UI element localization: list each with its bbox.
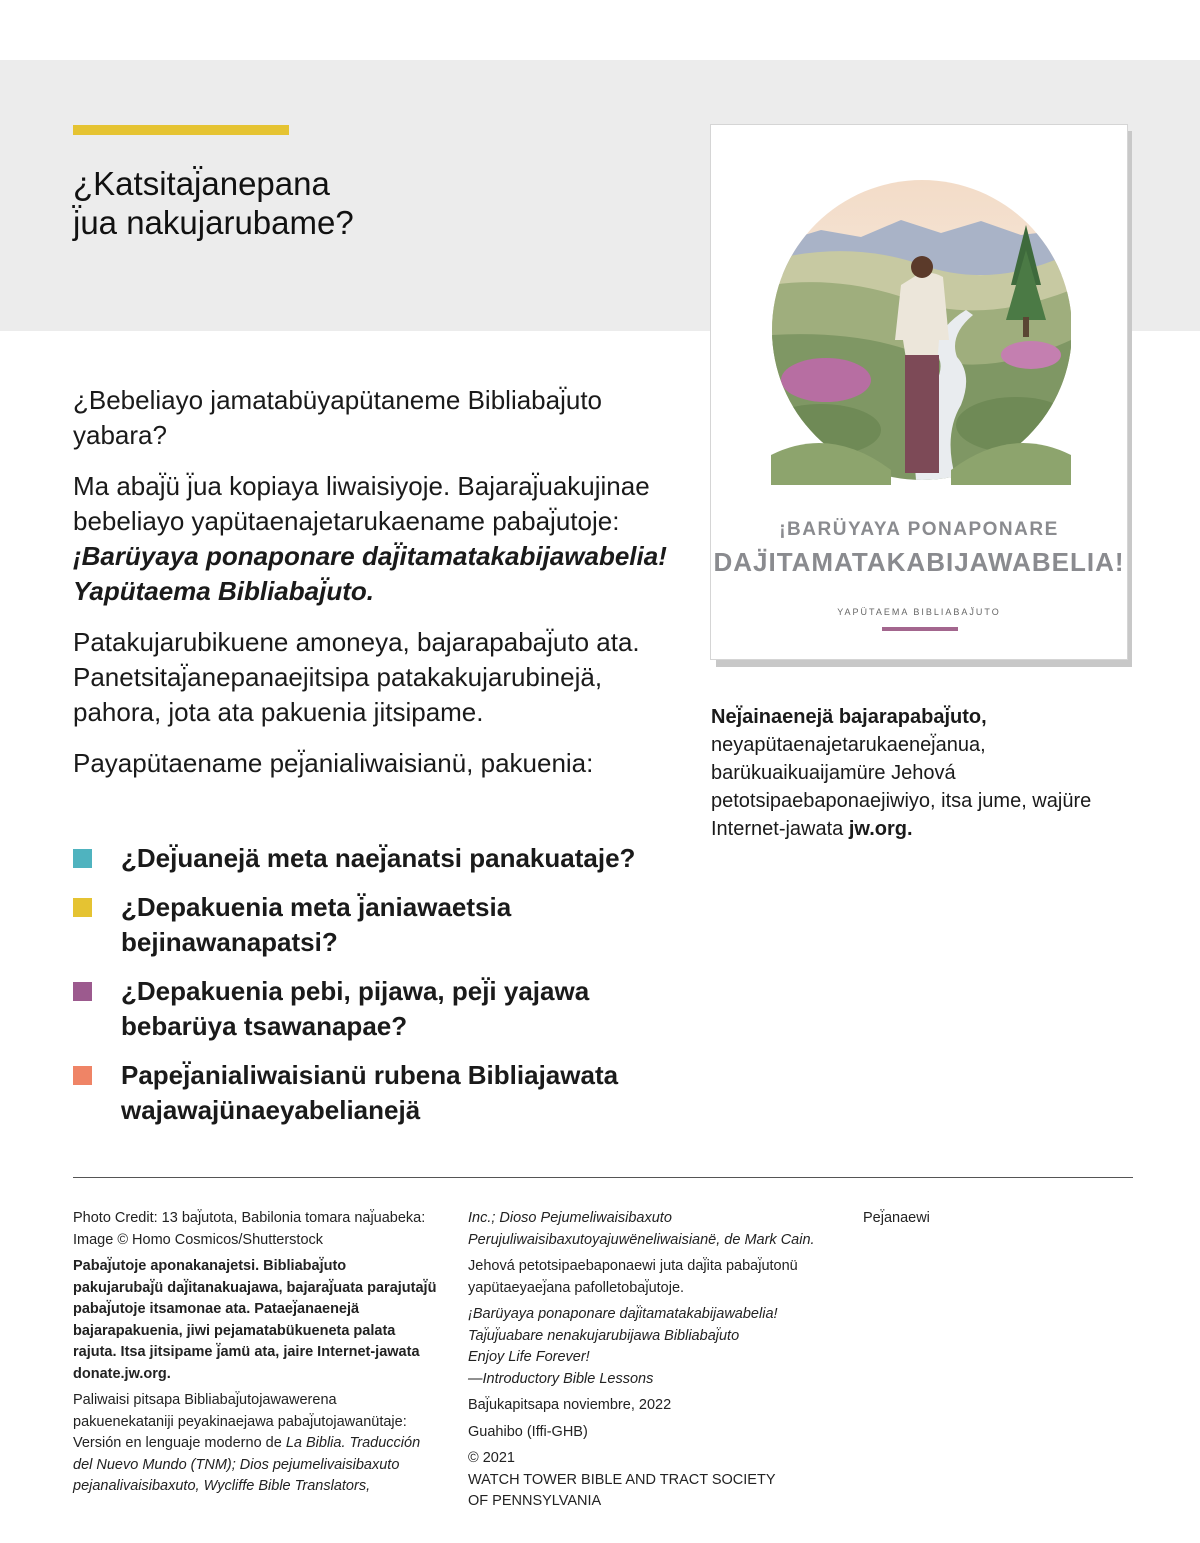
- copyright-year: © 2021: [468, 1450, 515, 1466]
- question-text: ¿Depakuenia meta j̈aniawaetsia bejinawanapatsi?: [121, 892, 512, 957]
- intro-text: [73, 383, 683, 797]
- publication-title-english: Enjoy Life Forever!: [468, 1349, 590, 1365]
- accent-bar: [73, 125, 289, 135]
- intro-paragraph-4: Payapütaename pej̈anialiwaisianü, pakuenia:: [73, 748, 594, 778]
- cover-title: DAJ̈ITAMATAKABIJAWABELIA!: [713, 547, 1125, 577]
- question-text: Papej̈anialiwaisianü rubena Bibliajawata wajawajünaeyabelianejä: [121, 1060, 619, 1125]
- square-bullet-icon: [73, 898, 92, 917]
- square-bullet-icon: [73, 1066, 92, 1085]
- intro-paragraph-2-text: Ma abaj̈ü j̈ua kopiaya liwaisiyoje. Bajaraj̈uakujinae bebeliayo yapütaenajetarukaename pabaj̈utoje:: [73, 471, 650, 536]
- question-list: [73, 841, 673, 1142]
- publication-subtitle-english: —Introductory Bible Lessons: [468, 1370, 654, 1387]
- question-item: [73, 841, 673, 876]
- brochure-title-emphasis: ¡Barüyaya ponaponare daj̈itamatakabijawabelia! Yapütaema Bibliabaj̈uto.: [73, 541, 667, 606]
- publication-title-local: ¡Barüyaya ponaponare daj̈itamatakabijawabelia! Taj̈uj̈uabare nenakujarubijawa Bibliabaj̈uto: [468, 1306, 778, 1344]
- publisher-name-2: OF PENNSYLVANIA: [468, 1493, 602, 1509]
- question-item: [73, 974, 673, 1044]
- bible-versions-intro: Paliwaisi pitsapa Bibliabaj̈utojawawerena pakuenekataniji peyakinaejawa pabaj̈utojawanütaje: Versión en lenguaje moderno de: [73, 1392, 407, 1451]
- copyright: [468, 1448, 838, 1513]
- publisher-note: Jehová petotsipaebaponaewi juta daj̈ita pabaj̈utonü yapütaeyaej̈ana pafolletobaj̈utoje.: [468, 1258, 798, 1296]
- cover-accent-line: [882, 627, 958, 631]
- question-item: [73, 890, 673, 960]
- intro-paragraph-2: [73, 469, 683, 609]
- footer-column-3: [863, 1208, 1063, 1235]
- title-line-2: j̈ua nakujarubame?: [73, 204, 354, 241]
- bible-versions-continued: Inc.; Dioso Pejumeliwaisibaxuto Perujuliwaisibaxutoyajuwëneliwaisianë, de Mark Cain.: [468, 1210, 815, 1248]
- cover-subtitle: ¡BARÜYAYA PONAPONARE: [779, 519, 1059, 540]
- footer-column-1: [73, 1208, 438, 1503]
- side-note-lead: Nej̈ainaenejä bajarapabaj̈uto,: [711, 706, 987, 728]
- page-title: [73, 164, 354, 242]
- question-text: ¿Depakuenia pebi, pijawa, pej̈i yajawa bebarüya tsawanapae?: [121, 976, 590, 1041]
- intro-paragraph-3: Patakujarubikuene amoneya, bajarapabaj̈uto ata. Panetsitaj̈anepanaejitsipa patakakujarubinejä, pahora, jota ata pakuenia jitsipame.: [73, 627, 640, 727]
- question-item: [73, 1058, 673, 1128]
- print-date: Baj̈ukapitsapa noviembre, 2022: [468, 1397, 672, 1413]
- cover-series-label: YAPÜTAEMA BIBLIABAJ̈UTO: [837, 607, 1001, 617]
- publisher-name-1: WATCH TOWER BIBLE AND TRACT SOCIETY: [468, 1471, 776, 1488]
- footer-column-2: [468, 1208, 838, 1518]
- photo-credit: Photo Credit: 13 baj̈utota, Babilonia tomara naj̈uabeka: Image © Homo Cosmicos/Shutterstock: [73, 1210, 426, 1248]
- side-note-text: neyapütaenajetarukaenej̈anua, barükuaikuaijamüre Jehová petotsipaebaponaejiwiyo, itsa jume, wajüre Internet-jawata: [711, 734, 1092, 840]
- website-link[interactable]: jw.org.: [848, 818, 913, 840]
- footer-label: Pej̈anaewi: [863, 1210, 930, 1226]
- title-line-1: ¿Katsitaj̈anepana: [73, 165, 330, 202]
- publication-titles: [468, 1304, 838, 1390]
- language-code: Guahibo (Iffi-GHB): [468, 1423, 588, 1440]
- donation-notice: Pabaj̈utoje aponakanajetsi. Bibliabaj̈uto pakujarubaj̈ü daj̈itanakuajawa, bajaraj̈uata parajutaj̈ü pabaj̈utoje itsamonae ata. Pataej̈anaenejä bajarapakuenia, jiwi pejamatabükueneta palata rajuta. Itsa jitsipame j̈amü ata, jaire Internet-jawata donate.jw.org.: [73, 1258, 437, 1382]
- bible-versions-note: [73, 1390, 438, 1498]
- question-text: ¿Dej̈uanejä meta naej̈anatsi panakuataje?: [121, 843, 636, 873]
- square-bullet-icon: [73, 982, 92, 1001]
- side-note: [711, 703, 1111, 843]
- brochure-cover: [710, 124, 1128, 660]
- footer-divider: [73, 1177, 1133, 1178]
- intro-paragraph-1: ¿Bebeliayo jamatabüyapütaneme Bibliabaj̈uto yabara?: [73, 385, 603, 450]
- bible-versions-list: La Biblia. Traducción del Nuevo Mundo (TNM); Dios pejumelivaisibaxuto pejanalivaisibaxuto, Wycliffe Bible Translators,: [73, 1435, 421, 1494]
- cover-illustration: [711, 125, 1129, 661]
- square-bullet-icon: [73, 849, 92, 868]
